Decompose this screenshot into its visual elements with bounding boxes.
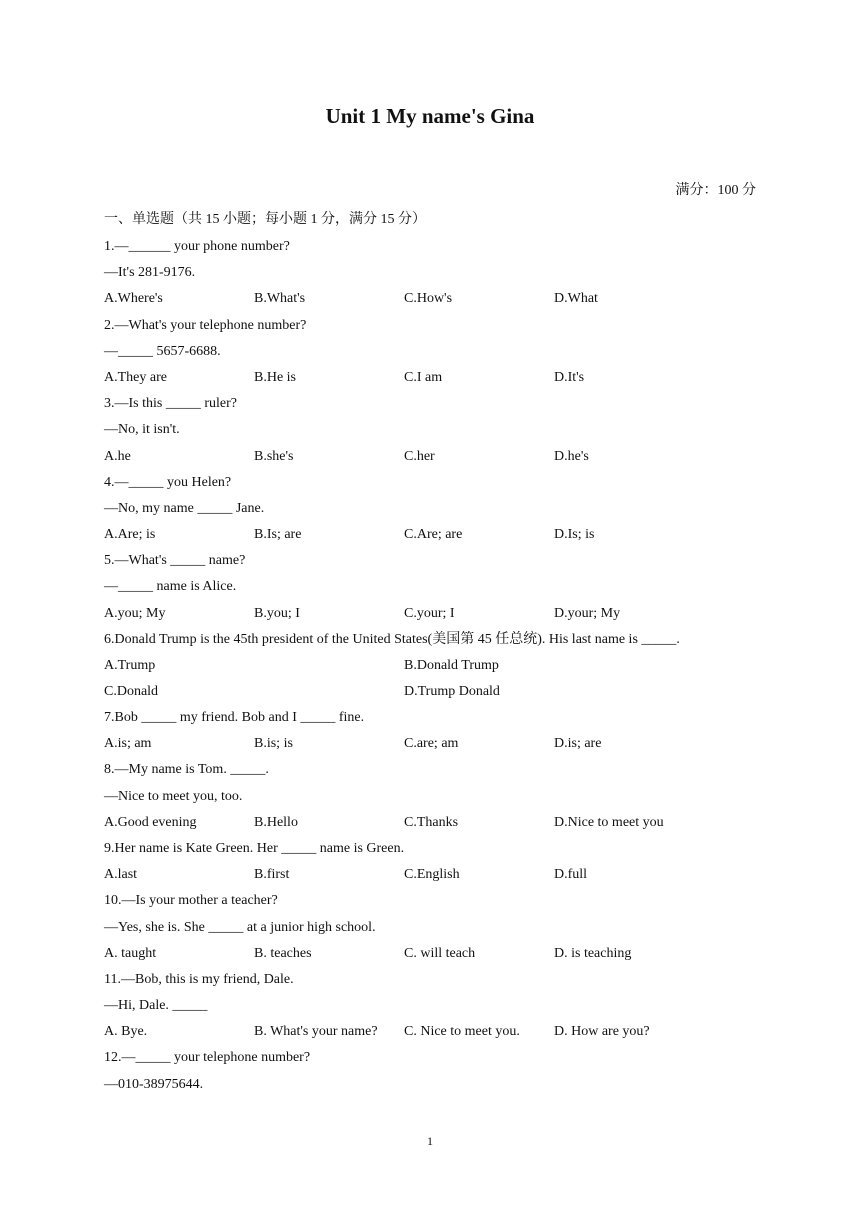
answer-option: C.How's bbox=[404, 291, 453, 307]
answer-option: C.your; I bbox=[404, 605, 455, 621]
answer-option: C.her bbox=[404, 448, 435, 464]
options-row bbox=[104, 812, 764, 838]
question-stem: 12.—_____ your telephone number? bbox=[104, 1050, 311, 1066]
answer-option: C.Are; are bbox=[404, 527, 463, 543]
answer-option: C.are; am bbox=[404, 736, 459, 752]
answer-option: D.he's bbox=[554, 448, 589, 464]
question-dialogue-line: —No, my name _____ Jane. bbox=[104, 500, 265, 516]
answer-option: A.is; am bbox=[104, 736, 152, 752]
question-stem: 10.—Is your mother a teacher? bbox=[104, 893, 278, 909]
question-dialogue-line: —_____ name is Alice. bbox=[104, 579, 237, 595]
question-stem: 1.—______ your phone number? bbox=[104, 239, 290, 254]
answer-option: A.They are bbox=[104, 369, 167, 385]
answer-option: A.Are; is bbox=[104, 527, 156, 543]
answer-option: A.Where's bbox=[104, 291, 163, 307]
answer-option: B.Hello bbox=[254, 814, 298, 830]
answer-option: A.Good evening bbox=[104, 814, 197, 830]
question-dialogue-line: —No, it isn't. bbox=[104, 422, 180, 438]
answer-option: A. taught bbox=[104, 945, 157, 961]
answer-option: D.your; My bbox=[554, 605, 621, 621]
options-row bbox=[104, 733, 764, 759]
options-row bbox=[104, 524, 764, 550]
question-dialogue-line: —010-38975644. bbox=[104, 1076, 204, 1092]
answer-option: A.you; My bbox=[104, 605, 166, 621]
question-stem: 7.Bob _____ my friend. Bob and I _____ fine. bbox=[104, 710, 365, 725]
answer-option: D.Trump Donald bbox=[404, 684, 500, 699]
question-dialogue-line: —Hi, Dale. _____ bbox=[104, 998, 208, 1014]
answer-option: C. Nice to meet you. bbox=[404, 1024, 520, 1040]
options-row bbox=[104, 446, 764, 472]
question-stem: 9.Her name is Kate Green. Her _____ name is Green. bbox=[104, 840, 405, 856]
options-row bbox=[104, 1021, 764, 1047]
page-number: 1 bbox=[427, 1134, 433, 1148]
answer-option: D.It's bbox=[554, 369, 585, 385]
question-dialogue-line: —Yes, she is. She _____ at a junior high school. bbox=[104, 919, 376, 935]
options-row bbox=[104, 655, 764, 681]
answer-option: C. will teach bbox=[404, 945, 476, 961]
answer-option: B.first bbox=[254, 867, 290, 883]
answer-option: B.she's bbox=[254, 448, 294, 464]
answer-option: B.you; I bbox=[254, 605, 300, 621]
options-row bbox=[104, 367, 764, 393]
answer-option: B.Donald Trump bbox=[404, 658, 499, 673]
options-row bbox=[104, 943, 764, 969]
answer-option: B.What's bbox=[254, 291, 306, 307]
answer-option: A.he bbox=[104, 448, 131, 464]
answer-option: C.Donald bbox=[104, 684, 159, 699]
total-score: 满分：100 分 bbox=[675, 183, 756, 198]
answer-option: D. How are you? bbox=[554, 1024, 650, 1040]
answer-option: D.full bbox=[554, 867, 588, 883]
answer-option: B.He is bbox=[254, 369, 296, 385]
answer-option: C.Thanks bbox=[404, 814, 459, 830]
question-stem: 5.—What's _____ name? bbox=[104, 553, 246, 569]
question-dialogue-line: —Nice to meet you, too. bbox=[104, 788, 243, 804]
page-title: Unit 1 My name's Gina bbox=[325, 104, 535, 128]
question-stem: 8.—My name is Tom. _____. bbox=[104, 762, 269, 778]
answer-option: D. is teaching bbox=[554, 945, 632, 961]
answer-option: A.last bbox=[104, 867, 138, 883]
options-row bbox=[104, 681, 764, 707]
answer-option: B. What's your name? bbox=[254, 1024, 378, 1040]
answer-option: D.Is; is bbox=[554, 527, 595, 543]
question-dialogue-line: —It's 281-9176. bbox=[104, 265, 196, 281]
answer-option: D.is; are bbox=[554, 736, 602, 752]
answer-option: A. Bye. bbox=[104, 1024, 148, 1040]
answer-option: D.What bbox=[554, 291, 598, 307]
question-stem: 2.—What's your telephone number? bbox=[104, 317, 307, 333]
question-stem: 11.—Bob, this is my friend, Dale. bbox=[104, 971, 294, 987]
question-list bbox=[104, 236, 764, 1100]
answer-option: C.I am bbox=[404, 369, 443, 385]
question-stem: 6.Donald Trump is the 45th president of the United States(美国第 45 任总统). His last name is _____. bbox=[104, 631, 680, 647]
answer-option: C.English bbox=[404, 867, 460, 883]
answer-option: B.is; is bbox=[254, 736, 293, 752]
answer-option: B. teaches bbox=[254, 945, 312, 961]
answer-option: B.Is; are bbox=[254, 527, 302, 543]
question-dialogue-line: —_____ 5657-6688. bbox=[104, 343, 221, 359]
question-stem: 3.—Is this _____ ruler? bbox=[104, 396, 237, 412]
options-row bbox=[104, 603, 764, 629]
options-row bbox=[104, 864, 764, 890]
section-heading: 一、单选题（共 15 小题；每小题 1 分，满分 15 分） bbox=[104, 212, 426, 227]
answer-option: A.Trump bbox=[104, 658, 156, 673]
question-stem: 4.—_____ you Helen? bbox=[104, 474, 232, 490]
answer-option: D.Nice to meet you bbox=[554, 814, 664, 830]
options-row bbox=[104, 288, 764, 314]
